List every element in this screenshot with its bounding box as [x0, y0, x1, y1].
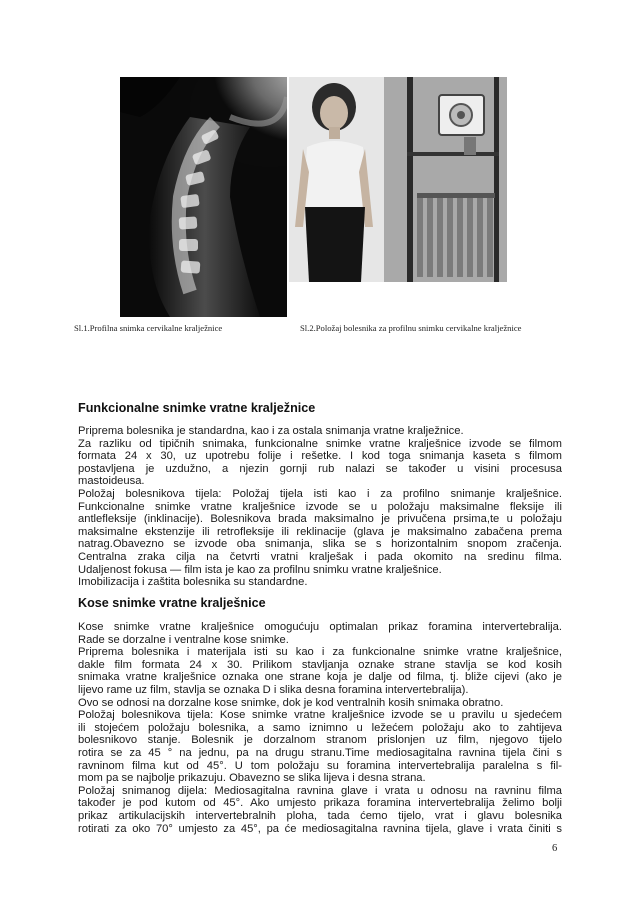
text-line: mastoideusa. [78, 475, 145, 488]
text-line: snimaka vratne kralješnice oznaka one strane koja je dalje od filma, tj. bliže cijevi (ako je [78, 671, 562, 684]
text-line: Funkcionalne snimke vratne kralješnice izvode se u položaju maksimalne fleksije ili [78, 500, 562, 513]
text-line: rotira se za 45 ° na jednu, pa na drugu stranu.Time mediosagitalna ravnina tijela čini s [78, 746, 562, 759]
text-line: Ovo se odnosi na dorzalne kose snimke, dok je kod ventralnih kosih snimaka obratno. [78, 696, 504, 709]
text-line: rotirati za oko 70° umjesto za 45°, pa će mediosagitalna ravnina tijela, glave i vrata činiti s [78, 822, 562, 835]
text-line: Položaj bolesnikova tijela: Položaj tijela isti kao i za profilno snimanje kralješnice. [78, 487, 562, 500]
text-line: Rade se dorzalne i ventralne kose snimke. [78, 633, 289, 646]
text-line: ravninom filma kut od 45°. U tom položaju su foramina intervertebralija paralelna s fil- [78, 759, 562, 772]
figure-2-caption: Sl.2.Položaj bolesnika za profilnu snimku cervikalne kralježnice [300, 323, 522, 333]
patient-position-photo [289, 77, 507, 282]
text-line: antlefleksije (inklinacije). Bolesnikova brada maksimalno je privučena prsima,te u položaju [78, 513, 562, 526]
section-1-body [78, 425, 562, 589]
text-line: Priprema bolesnika je standardna, kao i za ostala snimanja vratne kralježnice. [78, 425, 464, 437]
text-line: Centralna zraka cilja na četvrti vratni kralješak i pada okomito na sredinu filma. [78, 550, 562, 563]
text-line: Priprema bolesnika i materijala isti su kao i za funkcionalne snimke vratne kralješnice, [78, 646, 562, 659]
text-line: mom pa se najbolje prikazuju. Obavezno se slika lijeva i desna strana. [78, 772, 426, 785]
figure-1-caption: Sl.1.Profilna snimka cervikalne kralježnice [74, 323, 223, 333]
text-line: Položaj bolesnikova tijela: Kose snimke vratne kralješnice izvode se u pravilu u sjedećem [78, 709, 562, 722]
text-line: Imobilizacija i zaštita bolesnika su standardne. [78, 576, 308, 589]
text-line: Kose snimke vratne kralješnice omogućuju optimalan prikaz foramina intervertebralija. [78, 621, 562, 633]
text-line: Udaljenost fokusa — film ista je kao za profilnu snimku vratne kralješnice. [78, 563, 442, 576]
text-line: formata 24 x 30, uz upotrebu folije i rešetke. I kod toga snimanja kaseta s filmom [78, 450, 562, 463]
section-2-body [78, 621, 562, 835]
section-2-heading: Kose snimke vratne kralješnice [78, 596, 266, 610]
text-line: dakle film formata 24 x 30. Prilikom stavljanja oznake strane stavlja se kod kosih [78, 658, 562, 671]
text-line: bolesnikovo stanje. Bolesnik je dorzalnom stranom prislonjen uz film, njegovo tijelo [78, 734, 562, 747]
cervical-xray-image [120, 77, 287, 317]
text-line: lijevo rame uz film, stavlja se oznaka D i slika desna foramina intervertebralija). [78, 683, 469, 696]
text-line: Za razliku od tipičnih snimaka, funkcionalne snimke vratne kralješnice izvode se filmom [78, 437, 562, 450]
text-line: natrag.Obavezno se izvode oba snimanja, slika se s horizontalnim snopom zračenja. [78, 538, 562, 551]
text-line: Položaj snimanog dijela: Mediosagitalna ravnina glave i vrata u odnosu na ravninu filma [78, 784, 562, 797]
page-number: 6 [552, 843, 558, 854]
section-1-heading: Funkcionalne snimke vratne kralježnice [78, 401, 316, 415]
text-line: ili stojećem položaju bolesnika, a samo iznimno u ležećem položaju ako to zahtijeva [78, 721, 562, 734]
text-line: postavljena je uzdužno, a njezin gornji rub nalazi se također u visini procesusa [78, 462, 562, 475]
text-line: maksimalne ekstenzije ili retrofleksije ili reklinacije (glava je maksimalno zabačena prema [78, 525, 562, 538]
text-line: također je pod kutom od 45°. Ako umjesto prikaza foramina intervertebralija želimo bolji [78, 797, 562, 810]
text-line: prikaz artikulacijskih intervertebralnih ploha, tada ćemo tijelo, vrat i glavu bolesnika [78, 809, 562, 822]
